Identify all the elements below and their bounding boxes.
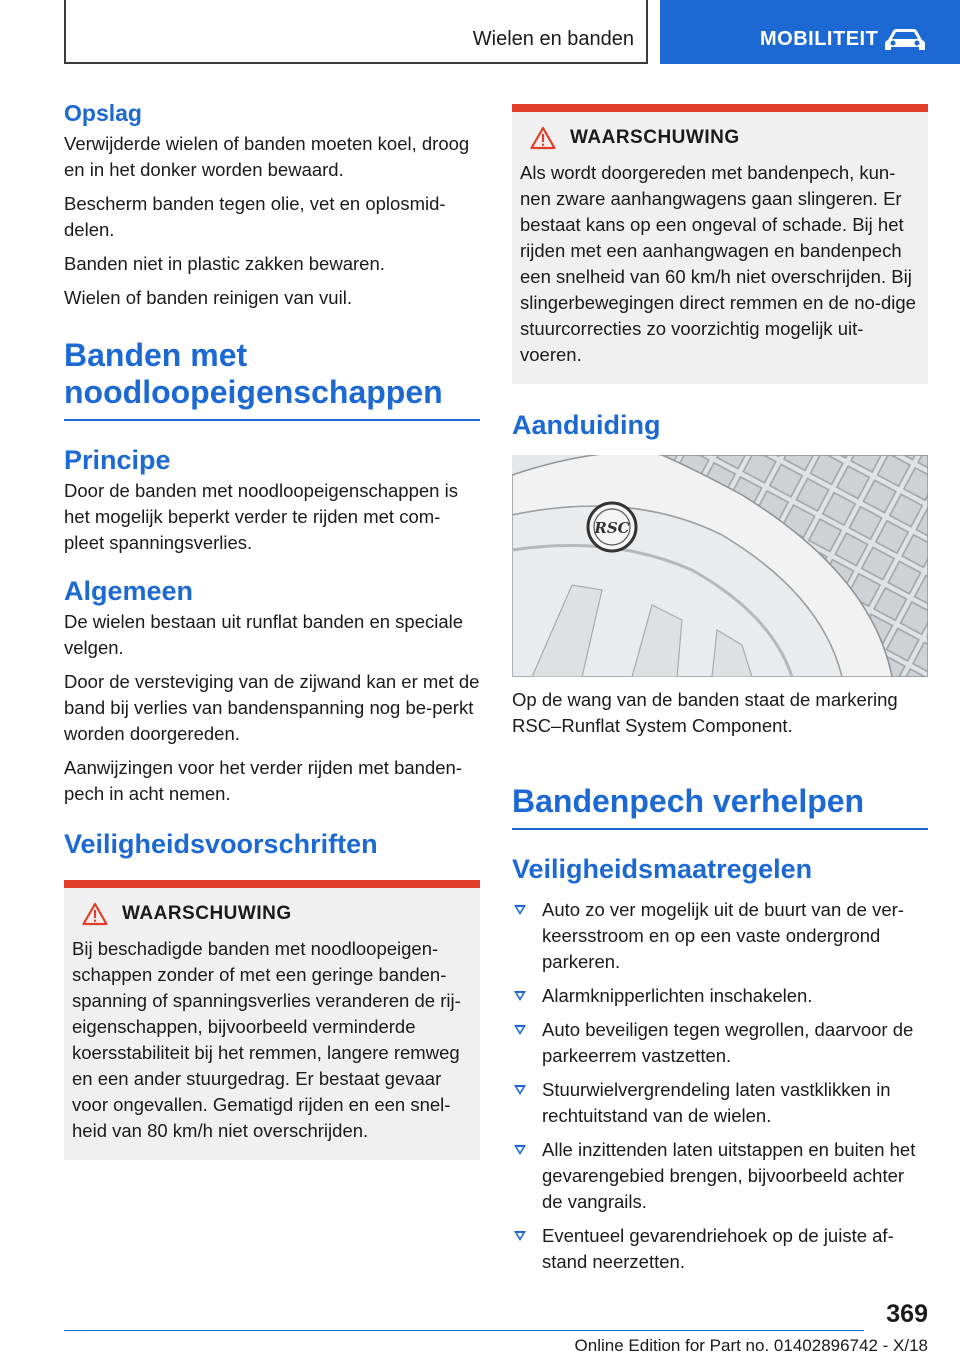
page-number: 369 xyxy=(886,1300,928,1328)
list-item-text: Eventueel gevarendriehoek op de juiste af-stand neerzetten. xyxy=(542,1225,894,1272)
list-item xyxy=(512,1017,928,1069)
warning-box xyxy=(64,880,480,1160)
triangle-bullet-icon xyxy=(514,1085,526,1095)
tire-rsc-figure xyxy=(512,455,928,677)
triangle-bullet-icon xyxy=(514,1025,526,1035)
warning-header xyxy=(82,902,472,926)
list-item xyxy=(512,1077,928,1129)
section-opslag xyxy=(64,100,480,311)
warning-text: Als wordt doorgereden met bandenpech, kun-nen zware aanhangwagens gaan slingeren. Er bestaat kans op een ongeval of schade. Bij het rijden met een aanhangwagen en bandenpech een snelheid van 60 km/h niet overschrijden. Bij slingerbewegingen direct remmen en de no-dige stuurcorrecties zo voorzichtig mogelijk uit-voeren. xyxy=(520,162,916,365)
heading-aanduiding: Aanduiding xyxy=(512,410,661,440)
figure-caption: Op de wang van de banden staat de markering RSC–Runflat System Component. xyxy=(512,689,898,736)
header-chapter-tab[interactable] xyxy=(660,0,960,64)
list-item xyxy=(512,983,928,1009)
footer-divider xyxy=(64,1330,864,1331)
section-algemeen xyxy=(64,576,480,807)
section-principe xyxy=(64,445,480,556)
left-column xyxy=(64,100,480,1160)
footer-edition-text: Online Edition for Part no. 01402896742 - X/18 xyxy=(574,1336,928,1355)
list-item xyxy=(512,1137,928,1215)
header-section-title: Wielen en banden xyxy=(472,28,634,50)
paragraph: Banden niet in plastic zakken bewaren. xyxy=(64,253,385,274)
rsc-badge-label: RSC xyxy=(594,519,630,537)
heading-principe: Principe xyxy=(64,445,171,475)
right-column xyxy=(512,104,928,1283)
paragraph: Door de versteviging van de zijwand kan er met de band bij verlies van bandenspanning nog be-perkt worden doorgereden. xyxy=(64,671,480,744)
warning-title: WAARSCHUWING xyxy=(570,127,740,148)
car-icon xyxy=(884,26,926,54)
header-section-box xyxy=(64,0,648,64)
header-chapter-title: MOBILITEIT xyxy=(760,28,879,50)
heading-veiligheidsvoorschriften: Veiligheidsvoorschriften xyxy=(64,829,378,859)
paragraph: Aanwijzingen voor het verder rijden met banden-pech in acht nemen. xyxy=(64,757,462,804)
warning-text: Bij beschadigde banden met noodloopeigen-schappen zonder of met een geringe banden-spanning of spanningsverlies veranderen de rij-eigenschappen, bijvoorbeeld verminderde koersstabiliteit bij het remmen, langere remweg en een ander stuurgedrag. Er bestaat gevaar voor ongevallen. Gematigd rijden en een snel-heid van 80 km/h niet overschrijden. xyxy=(72,938,461,1141)
triangle-bullet-icon xyxy=(514,991,526,1001)
list-item-text: Auto beveiligen tegen wegrollen, daarvoor de parkeerrem vastzetten. xyxy=(542,1019,914,1066)
list-item-text: Alarmknipperlichten inschakelen. xyxy=(542,985,813,1006)
heading-algemeen: Algemeen xyxy=(64,576,194,606)
heading-banden-met-noodloop: Banden met noodloopeigenschappen xyxy=(64,337,480,421)
triangle-bullet-icon xyxy=(514,905,526,915)
warning-triangle-icon xyxy=(82,902,108,926)
paragraph: Wielen of banden reinigen van vuil. xyxy=(64,287,352,308)
triangle-bullet-icon xyxy=(514,1145,526,1155)
list-item-text: Auto zo ver mogelijk uit de buurt van de ver-keersstroom en op een vaste ondergrond parkeren. xyxy=(542,899,904,972)
warning-title: WAARSCHUWING xyxy=(122,903,292,924)
list-item xyxy=(512,897,928,975)
paragraph: De wielen bestaan uit runflat banden en speciale velgen. xyxy=(64,611,464,658)
warning-box xyxy=(512,104,928,384)
paragraph: Door de banden met noodloopeigenschappen is het mogelijk beperkt verder te rijden met com-pleet spanningsverlies. xyxy=(64,480,458,553)
tire-illustration-icon xyxy=(512,455,928,677)
heading-bandenpech-verhelpen: Bandenpech verhelpen xyxy=(512,783,928,830)
paragraph: Bescherm banden tegen olie, vet en oplosmid-delen. xyxy=(64,193,446,240)
list-item-text: Alle inzittenden laten uitstappen en buiten het gevarengebied brengen, bijvoorbeeld achter de vangrails. xyxy=(542,1139,916,1212)
list-item-text: Stuurwielvergrendeling laten vastklikken in rechtuitstand van de wielen. xyxy=(542,1079,891,1126)
heading-veiligheidsmaatregelen: Veiligheidsmaatregelen xyxy=(512,854,813,884)
list-item xyxy=(512,1223,928,1275)
heading-opslag: Opslag xyxy=(64,100,142,126)
triangle-bullet-icon xyxy=(514,1231,526,1241)
section-veiligheidsvoorschriften xyxy=(64,829,480,1160)
safety-steps-list xyxy=(512,897,928,1275)
warning-header xyxy=(530,126,920,150)
paragraph: Verwijderde wielen of banden moeten koel, droog en in het donker worden bewaard. xyxy=(64,133,470,180)
warning-triangle-icon xyxy=(530,126,556,150)
